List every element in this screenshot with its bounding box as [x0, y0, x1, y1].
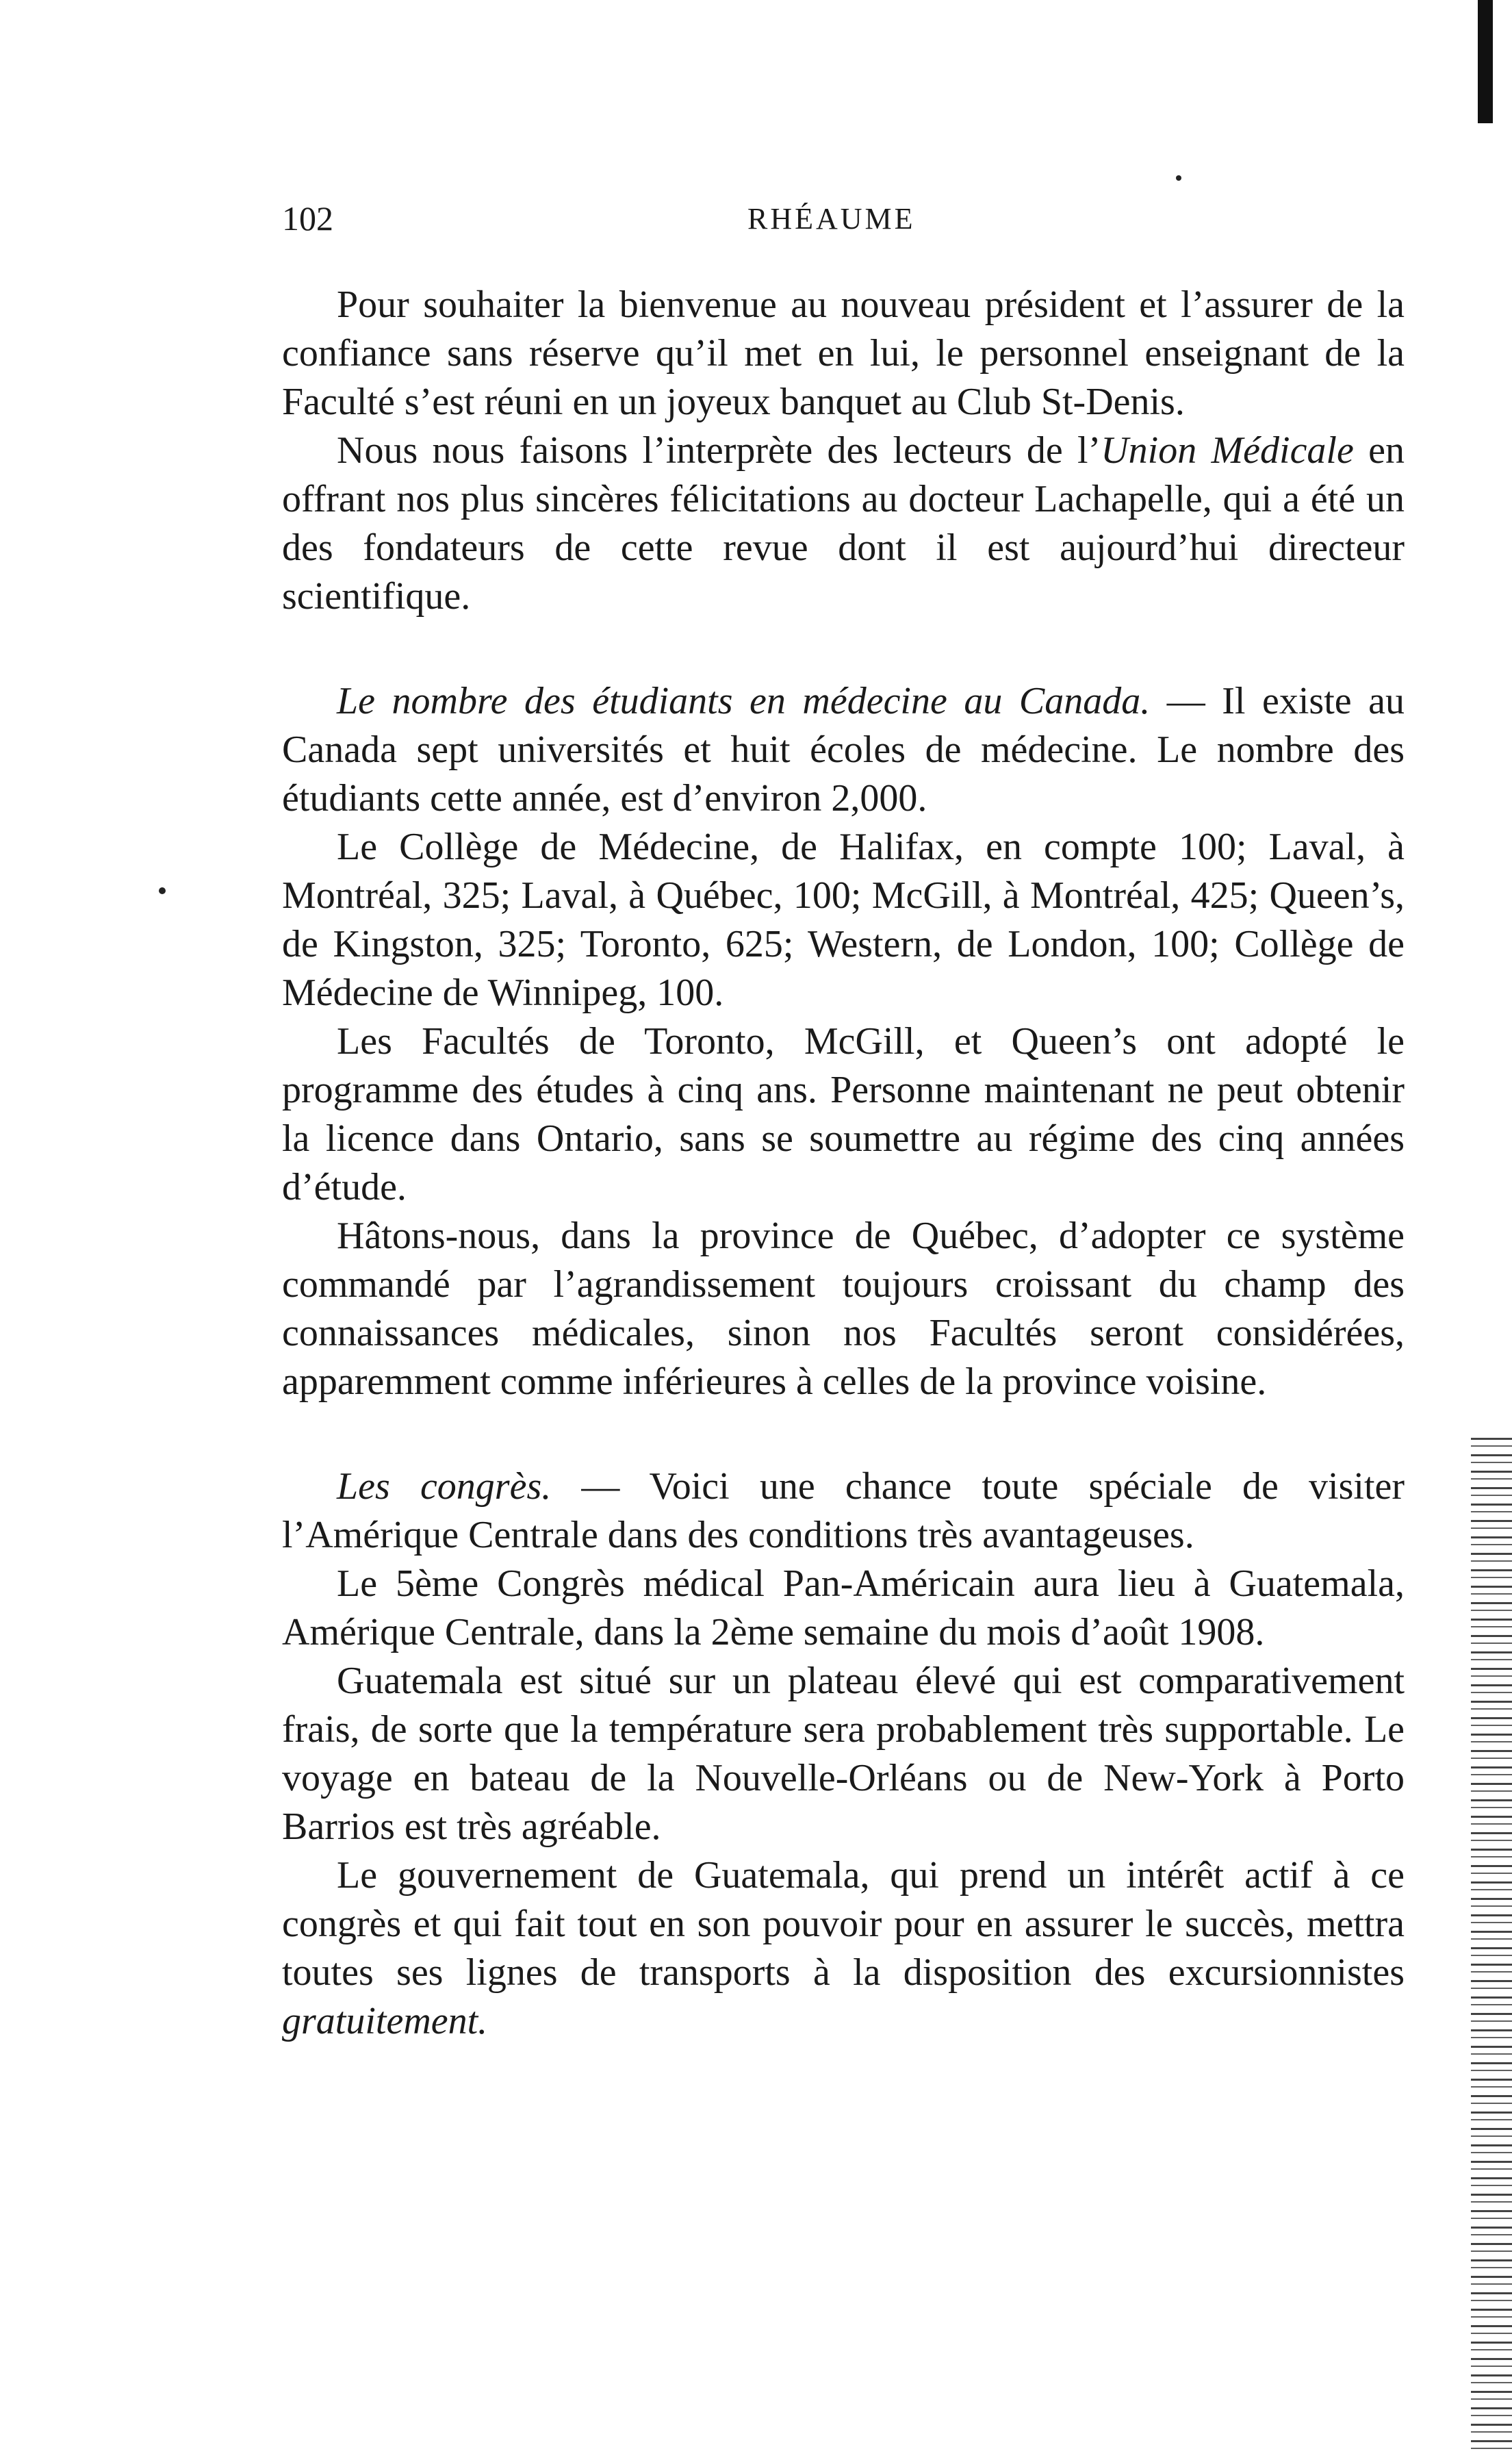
paragraph-gouvernement [282, 1851, 1405, 2046]
paragraph-quebec [282, 1212, 1405, 1406]
paragraph-text: Nous nous faisons l’interprète des lecteurs de l’ [337, 429, 1101, 472]
paragraph-text: Le Collège de Médecine, de Halifax, en compte 100; Laval, à Montréal, 325; Laval, à Québec, 100; McGill, à Montréal, 425; Queen’s, de Kingston, 325; Toronto, 625; Western, de London, 100; Collège de Médecine de Winnipeg, 100. [282, 826, 1405, 1014]
scan-edge-strip [1471, 1438, 1512, 2451]
paragraph-text: — Voici une chance toute spéciale de visiter l’Amérique Centrale dans des conditions très avantageuses. [282, 1465, 1405, 1556]
paragraph-text: Guatemala est situé sur un plateau élevé qui est comparativement frais, de sorte que la température sera probablement très supportable. Le voyage en bateau de la Nouvelle-Orléans ou de New-York à Porto Barrios est très agréable. [282, 1660, 1405, 1848]
scan-speck [159, 887, 166, 894]
paragraph-union-medicale [282, 427, 1405, 621]
paragraph-text: Pour souhaiter la bienvenue au nouveau président et l’assurer de la confiance sans réserve qu’il met en lui, le personnel enseignant de la Faculté s’est réuni en un joyeux banquet au Club St-Denis. [282, 283, 1405, 423]
running-head: RHÉAUME [747, 202, 916, 236]
paragraph-programme [282, 1017, 1405, 1212]
scan-mark-top-right [1478, 0, 1493, 123]
italic-text: gratuitement. [282, 2000, 488, 2042]
paragraph-text: Hâtons-nous, dans la province de Québec, d’adopter ce système commandé par l’agrandissement toujours croissant du champ des connaissances médicales, sinon nos Facultés seront considérées, apparemment comme inférieures à celles de la province voisine. [282, 1215, 1405, 1403]
scan-speck [1176, 175, 1181, 181]
paragraph-text: — Il existe au Canada sept universités et huit écoles de médecine. Le nombre des étudiants cette année, est d’environ 2,000. [282, 680, 1405, 820]
italic-text: Les congrès. [337, 1465, 552, 1508]
paragraph-pan-americain [282, 1560, 1405, 1657]
paragraph-text: Le gouvernement de Guatemala, qui prend un intérêt actif à ce congrès et qui fait tout en son pouvoir pour en assurer le succès, mettra toutes ses lignes de transports à la disposition des excursionnistes [282, 1854, 1405, 1994]
page-number: 102 [282, 199, 333, 238]
paragraph-welcome [282, 281, 1405, 427]
paragraph-colleges [282, 823, 1405, 1017]
paragraph-text: Les Facultés de Toronto, McGill, et Queen’s ont adopté le programme des études à cinq ans. Personne maintenant ne peut obtenir la licence dans Ontario, sans se soumettre au régime des cinq années d’étude. [282, 1020, 1405, 1208]
italic-text: Union Médicale [1101, 429, 1354, 472]
paragraph-text: en offrant nos plus sincères félicitations au docteur Lachapelle, qui a été un des fondateurs de cette revue dont il est aujourd’hui directeur scientifique. [282, 429, 1405, 618]
paragraph-guatemala [282, 1657, 1405, 1851]
paragraph-congres [282, 1462, 1405, 1560]
paragraph-text: Le 5ème Congrès médical Pan-Américain aura lieu à Guatemala, Amérique Centrale, dans la 2ème semaine du mois d’août 1908. [282, 1562, 1405, 1653]
page-header [282, 199, 1405, 253]
italic-text: Le nombre des étudiants en médecine au Canada. [337, 680, 1151, 722]
article-body [282, 281, 1405, 2046]
paragraph-nombre-etudiants [282, 677, 1405, 823]
